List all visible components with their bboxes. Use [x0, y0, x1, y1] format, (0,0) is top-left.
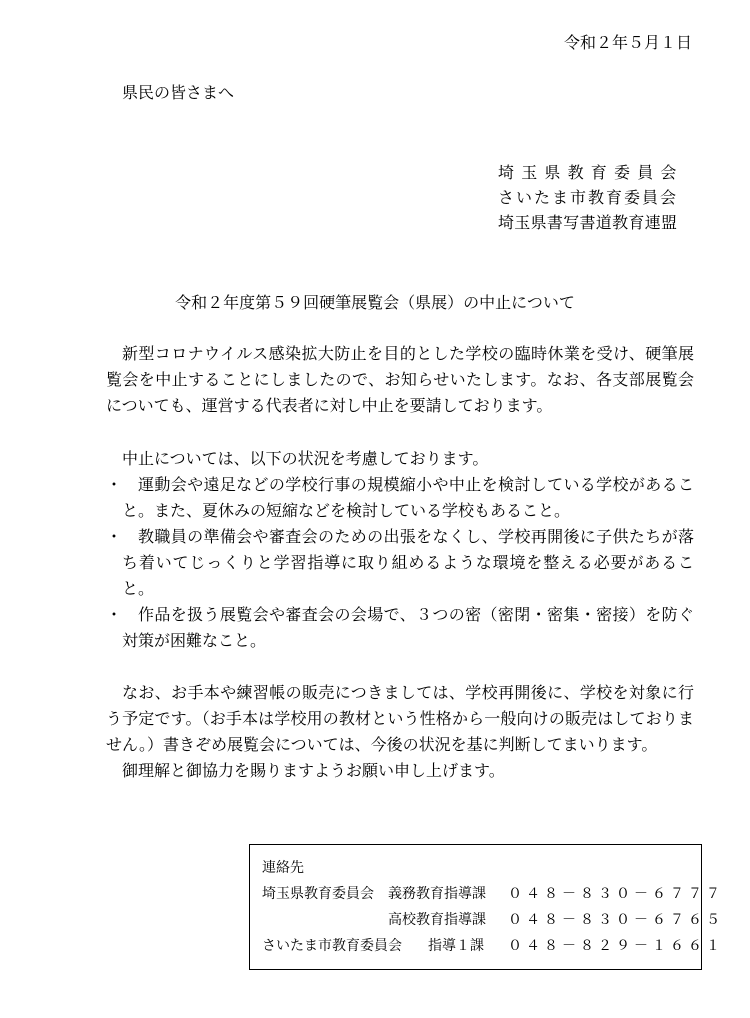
- addressee: 県民の皆さまへ: [122, 83, 235, 102]
- contact-dept: 指導１課: [428, 938, 484, 954]
- contact-box: [249, 844, 724, 970]
- list-item: [106, 602, 694, 654]
- contact-phone: ０４８－８３０－６７７７: [508, 886, 724, 902]
- sender-2: さいたま市教育委員会: [498, 188, 679, 207]
- bullet-text: 教職員の準備会や審査会のための出張をなくし、学校再開後に子供たちが落ち着いてじっくりと学習指導に取り組めるような環境を整える必要があること。: [122, 527, 694, 598]
- contact-org: さいたま市教育委員会: [262, 938, 402, 954]
- bullet-text: 運動会や遠足などの学校行事の規模縮小や中止を検討している学校があること。また、夏休みの短縮などを検討している学校もあること。: [122, 475, 694, 520]
- contact-phone: ０４８－８３０－６７６５: [508, 912, 724, 928]
- list-item: [106, 472, 694, 524]
- list-item: [106, 524, 694, 602]
- contact-heading: 連絡先: [262, 860, 304, 876]
- sender-3: 埼玉県書写書道教育連盟: [498, 213, 678, 232]
- contact-dept: 高校教育指導課: [388, 912, 486, 928]
- closing-line: 御理解と御協力を賜りますようお願い申し上げます。: [122, 761, 505, 780]
- sender-1: 埼玉県教育委員会: [498, 163, 684, 182]
- bullet-text: 作品を扱う展覧会や審査会の会場で、３つの密（密閉・密集・密接）を防ぐ対策が困難なこと。: [122, 605, 694, 650]
- considerations-intro: 中止については、以下の状況を考慮しております。: [122, 449, 489, 468]
- bullet-mark: ・: [106, 605, 123, 624]
- contact-org: 埼玉県教育委員会: [262, 886, 374, 902]
- body-paragraph-1: 新型コロナウイルス感染拡大防止を目的とした学校の臨時休業を受け、硬筆展覧会を中止することにしましたので、お知らせいたします。なお、各支部展覧会についても、運営する代表者に対し中止を要請しております。: [106, 344, 694, 415]
- bullet-mark: ・: [106, 475, 123, 494]
- body-paragraph-2: [106, 446, 694, 472]
- bullet-mark: ・: [106, 527, 123, 546]
- document-date: 令和２年５月１日: [563, 33, 692, 52]
- contact-phone: ０４８－８２９－１６６１: [508, 938, 724, 954]
- considerations-list: [106, 472, 694, 654]
- contact-dept: 義務教育指導課: [388, 886, 486, 902]
- body-paragraph-3: なお、お手本や練習帳の販売につきましては、学校再開後に、学校を対象に行う予定です。（お手本は学校用の教材という性格から一般向けの販売はしておりません。）書きぞめ展覧会については、今後の状況を基に判断してまいります。: [106, 683, 694, 754]
- document-title: 令和２年度第５９回硬筆展覧会（県展）の中止について: [175, 293, 575, 312]
